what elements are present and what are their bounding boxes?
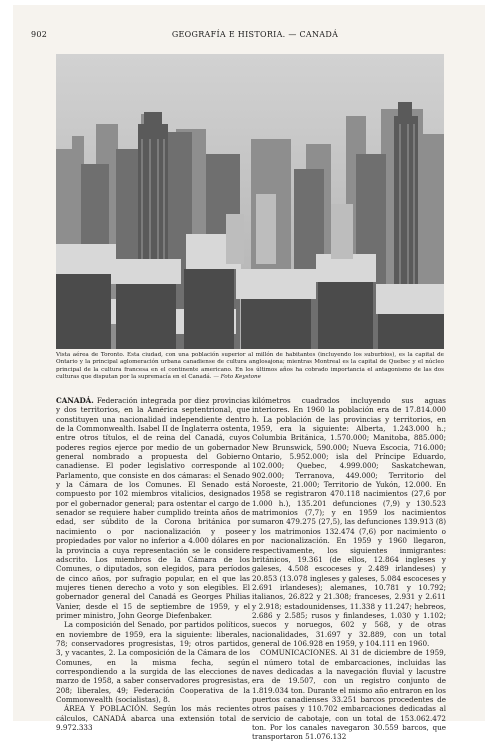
article-paragraph: La composición del Senado, por partidos políticos, en noviembre de 1959, era la siguiente: liberales, 78; conservadores progresistas, 19; otros partidos, 3, y vacantes, 2. La composición de la Cámara de los Comunes, en la misma fecha, según correspondiendo a la surgida de las elecciones de marzo de 1958, a saber conservadores progresistas, 208; liberales, 49; Federación Cooperativa de la Commonwealth (socialistas), 8.	[56, 620, 250, 704]
city-skyline-illustration	[56, 54, 444, 349]
running-title: GEOGRAFÍA E HISTORIA. — CANADÁ	[171, 30, 339, 39]
toronto-aerial-photo	[56, 54, 444, 349]
article-paragraph: ÁREA Y POBLACIÓN. Según los más recientes cálculos, CANADÁ abarca una extensión total de 9.972.333	[56, 704, 250, 733]
photo-credit: — Foto Keystone	[213, 374, 261, 381]
text-column-right	[252, 396, 446, 742]
page-number: 902	[31, 30, 48, 39]
article-paragraph	[56, 396, 250, 620]
text-column-left	[56, 396, 250, 732]
article-paragraph: COMUNICACIONES. Al 31 de diciembre de 1959, el número total de embarcaciones, incluidas las naves dedicadas a la navegación fluvial y lacustre era de 19.507, con un registro conjunto de 1.819.034 ton. Durante el mismo año entraron en los puertos canadienses 33.251 barcos procedentes de otros países y 110.702 embarcaciones dedicadas al servicio de cabotaje, con un total de 153.062.472 ton. Por los canales navegaron 30.559 barcos, que transportaron 51.076.132	[252, 648, 446, 742]
paragraph-text: Federación integrada por diez provincias y dos territorios, en la América septentrional, que constituyen una nacionalidad independiente dentro de la Commonwealth. Isabel II de Inglaterra ostenta, entre otros títulos, el de reina del Canadá, cuyos poderes regios ejerce por medio de un gobernador general nombrado a propuesta del Gobierno canadiense. El poder legislativo corresponde al Parlamento, que consiste en dos cámaras: el Senado y la Cámara de los Comunes. El Senado está compuesto por 102 miembros vitalicios, designados por el gobernador general; para ostentar el cargo de senador se requiere haber cumplido treinta años de edad, ser súbdito de la Corona británica por nacimiento o por nacionalización y poseer propiedades por valor no inferior a 4.000 dólares en la provincia a cuya representación se le considere adscrito. Los miembros de la Cámara de los Comunes, o diputados, son elegidos, para períodos de cinco años, por sufragio popular, en el que las mujeres tienen derecho a voto y son elegibles. El gobernador general del Canadá es Georges Philias Vanier, desde el 15 de septiembre de 1959, y el primer ministro, John George Diefenbaker.	[56, 396, 250, 620]
caption-text: Vista aérea de Toronto. Esta ciudad, con una población superior al millón de habitantes (incluyendo los suburbios), es la capital de Ontario y la principal aglomeración urbana canadiense de cultura anglosajona; mientras Montreal es la capital de Quebec y el núcleo principal de la cultura francesa en el continente americano. En los últimos años ha cobrado importancia el antagonismo de las dos culturas que disputan por la supremacía en el Canadá.	[56, 352, 444, 381]
page-header	[31, 30, 479, 44]
photo-caption	[56, 352, 444, 382]
article-heading: CANADÁ.	[56, 396, 94, 405]
magazine-page	[13, 5, 485, 742]
article-paragraph: kilómetros cuadrados incluyendo sus aguas interiores. En 1960 la población era de 17.814.000 h. La población de las provincias y territorios, en 1959, era la siguiente: Alberta, 1.243.000 h.; Columbia Británica, 1.570.000; Manitoba, 885.000; New Brunswick, 590.000; Nueva Escocia, 716.000; Ontario, 5.952.000; isla del Príncipe Eduardo, 102.000; Quebec, 4.999.000; Saskatchewan, 902.000; Terranova, 449.000; Territorio del Noroeste, 21.000; Territorio de Yukón, 12.000. En 1958 se registraron 470.118 nacimientos (27,6 por 1.000 h.), 135.201 defunciones (7,9) y 130.523 matrimonios (7,7); y en 1959 los nacimientos sumaron 479.275 (27,5), las defunciones 139.913 (8) y los matrimonios 132.474 (7,6) por nacimiento o por nacionalización. En 1959 y 1960 llegaron, respectivamente, los siguientes inmigrantes: británicos, 19.361 (de ellos, 12.864 ingleses y galeses, 4.508 escoceses y 2.489 irlandeses) y 20.853 (13.078 ingleses y galeses, 5.084 escoceses y 2.691 irlandeses); alemanes, 10.781 y 10.792; italianos, 26.822 y 21.308; franceses, 2.931 y 2.611 y 2.918; estadounidenses, 11.338 y 11.247; hebreos, 2.686 y 2.585; rusos y finlandeses, 1.030 y 1.102; suecos y noruegos, 602 y 568, y de otras nacionalidades, 31.697 y 32.889, con un total general de 106.928 en 1959, y 104.111 en 1960.	[252, 396, 446, 648]
